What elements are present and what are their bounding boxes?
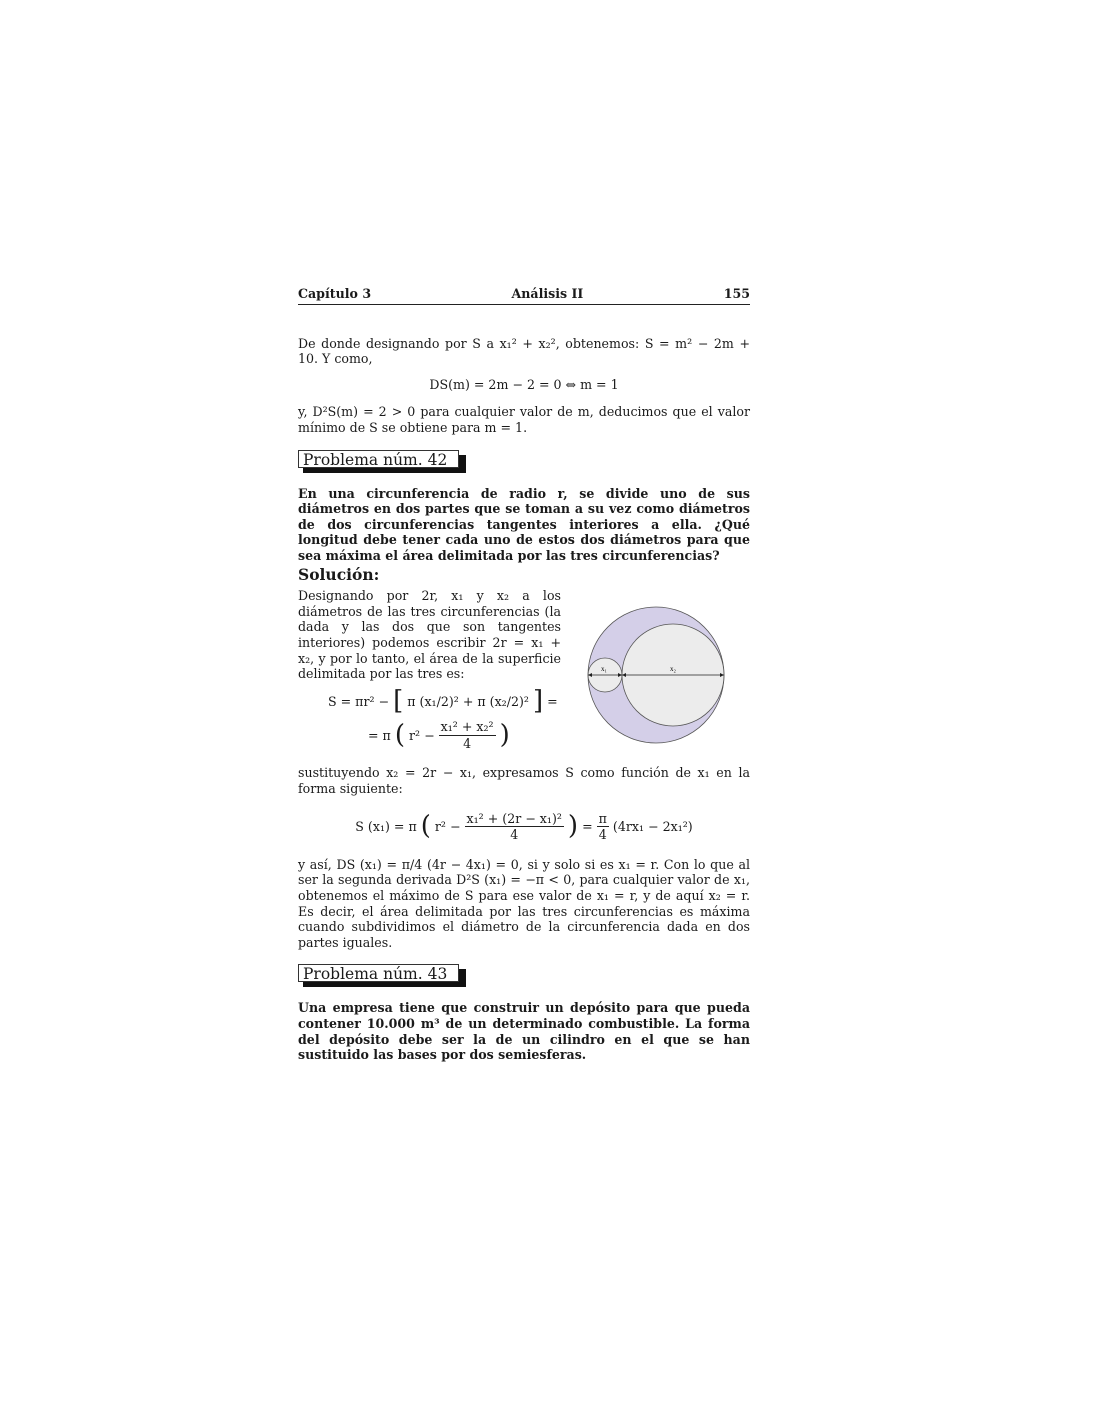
substitution-text: sustituyendo x₂ = 2r − x₁, expresamos S como función de x₁ en la forma siguiente:: [298, 765, 750, 797]
header-title: Análisis II: [511, 286, 584, 301]
solution-text: Designando por 2r, x₁ y x₂ a los diámetros de las tres circunferencias (la dada y las dos que son tangentes interiores) podemos escribir 2r = x₁ + x₂, y por lo tanto, el área de la superficie delimitada por las tres es:: [298, 588, 561, 682]
eq3-inner: r² −: [434, 818, 461, 834]
equation-area-simplified: = π ( r² − $\frac{\text{x₁² + x₂²}}{4}$ ): [368, 719, 510, 751]
running-header: [298, 286, 750, 305]
eq2-numerator: x₁² + x₂²: [440, 719, 494, 735]
problem-43-statement: Una empresa tiene que construir un depósito para que pueda contener 10.000 m³ de un determinado combustible. La forma del depósito debe ser la de un cilindro en el que se han sustituido las bases por dos semiesferas.: [298, 1000, 750, 1063]
solution-body: [298, 588, 750, 751]
page: [298, 286, 750, 1063]
circles-figure: [561, 588, 750, 751]
problem-42-label: Problema núm. 42: [298, 450, 459, 468]
eq3-numerator: x₁² + (2r − x₁)²: [466, 810, 562, 826]
problem-43-heading: [298, 964, 468, 988]
eq2-denominator: 4: [463, 735, 472, 751]
eq3-rhs: (4rx₁ − 2x₁²): [612, 818, 693, 834]
eq-area-lhs: S = πr² −: [328, 693, 390, 709]
eq-area-bracket: π (x₁/2)² + π (x₂/2)²: [407, 693, 529, 709]
header-chapter: Capítulo 3: [298, 286, 372, 301]
eq2-fraction: [439, 719, 496, 751]
intro-paragraph: De donde designando por S a x₁² + x₂², obtenemos: S = m² − 2m + 10. Y como,: [298, 335, 750, 367]
equation-s-x1: S (x₁) = π ( r² − $\frac{\text{x₁² + (2r − x₁)²}}{4}$ ) = $\frac{\pi}{4}$ (4rx₁ − 2x₁²): [355, 810, 693, 843]
eq3-pi-fraction: [597, 811, 609, 843]
problem-43-label: Problema núm. 43: [298, 964, 459, 982]
eq-area-equals: =: [547, 693, 558, 709]
problem-42-statement: En una circunferencia de radio r, se divide uno de sus diámetros en dos partes que se toman a su vez como diámetros de dos circunferencias tangentes interiores a ella. ¿Qué longitud debe tener cada uno de estos dos diámetros para que sea máxima el área delimitada por las tres circunferencias?: [298, 485, 750, 563]
eq3-lhs: S (x₁) = π: [355, 818, 417, 834]
eq3-equals: =: [582, 818, 593, 834]
problem-42-heading: [298, 450, 468, 474]
eq3-pi-denominator: 4: [598, 827, 607, 843]
eq3-pi-numerator: π: [598, 810, 607, 826]
header-page-number: 155: [723, 286, 750, 301]
equation-ds: DS(m) = 2m − 2 = 0 ⇔ m = 1: [429, 376, 619, 392]
circles-diagram: [585, 604, 727, 746]
eq2-inner: r² −: [409, 727, 435, 743]
solution-heading: Solución:: [298, 564, 380, 584]
label-x1: x₁: [600, 664, 607, 673]
equation-area: S = πr² − [ π (x₁/2)² + π (x₂/2)² ] =: [328, 685, 558, 716]
eq3-fraction: [465, 811, 564, 843]
eq3-denominator: 4: [510, 827, 519, 843]
label-x2: x₂: [669, 664, 676, 673]
intro-conclusion: y, D²S(m) = 2 > 0 para cualquier valor de m, deducimos que el valor mínimo de S se obtiene para m = 1.: [298, 404, 750, 435]
solution-conclusion: y así, DS (x₁) = π/4 (4r − 4x₁) = 0, si y solo si es x₁ = r. Con lo que al ser la segunda derivada D²S (x₁) = −π < 0, para cualquier valor de x₁, obtenemos el máximo de S para ese valor de x₁ = r, y de aquí x₂ = r. Es decir, el área delimitada por las tres circunferencias es máxima cuando subdividimos el diámetro de la circunferencia dada en dos partes iguales.: [298, 856, 750, 950]
eq2-lhs: = π: [368, 727, 391, 743]
